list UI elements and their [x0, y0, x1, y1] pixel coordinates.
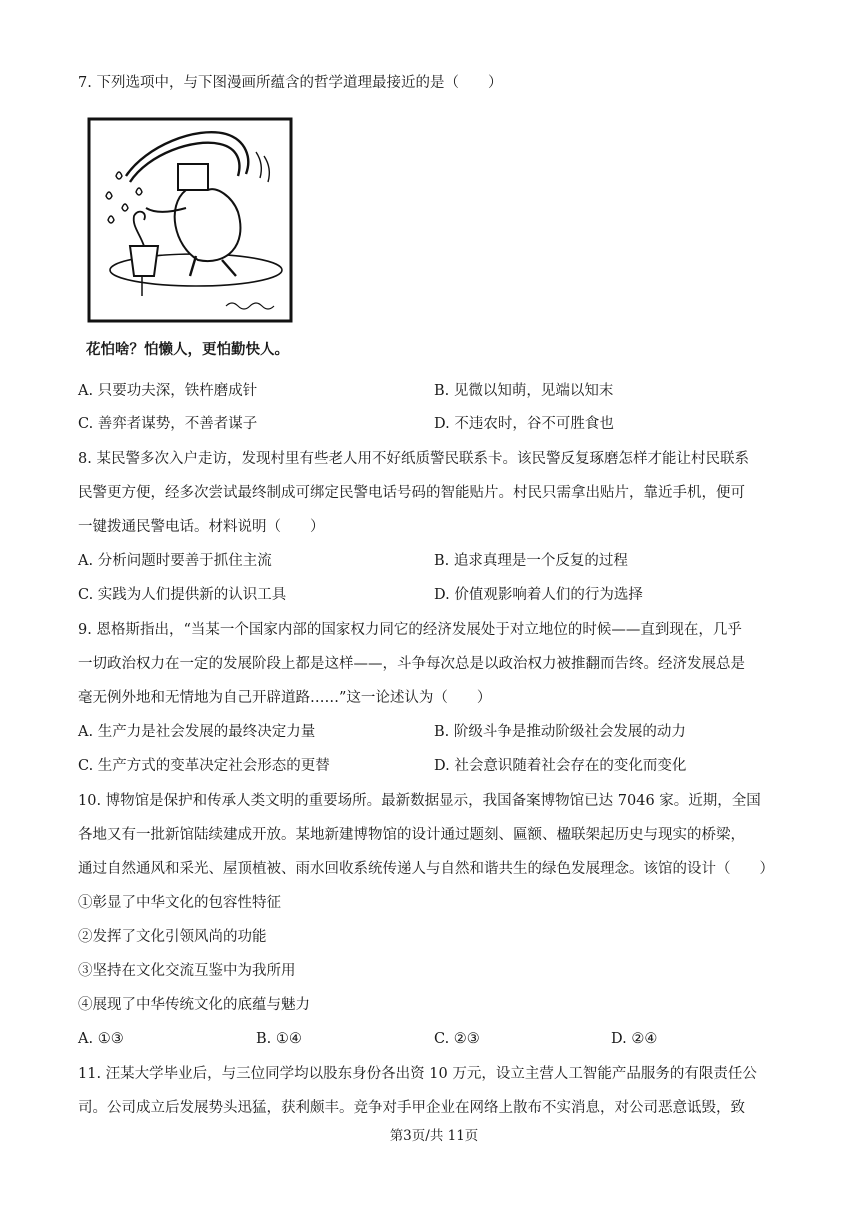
q9-option-d: D. 社会意识随着社会存在的变化而变化: [434, 758, 687, 774]
q10-line-1: 10. 博物馆是保护和传承人类文明的重要场所。最新数据显示，我国备案博物馆已达 7046 家。近期，全国: [78, 793, 761, 809]
q10-item-3: ③坚持在文化交流互鉴中为我所用: [78, 963, 296, 979]
q8-option-a: A. 分析问题时要善于抓住主流: [78, 553, 272, 569]
q10-item-2: ②发挥了文化引领风尚的功能: [78, 929, 267, 945]
q7-option-a: A. 只要功夫深，铁杵磨成针: [78, 383, 258, 399]
q9-line-1: 9. 恩格斯指出，“当某一个国家内部的国家权力同它的经济发展处于对立地位的时候——直到现在，几乎: [78, 622, 742, 638]
page-number: 第3页/共 11页: [389, 1128, 479, 1144]
q8-line-2: 民警更方便，经多次尝试最终制成可绑定民警电话号码的智能贴片。村民只需拿出贴片，靠近手机，便可: [78, 485, 745, 501]
cartoon-image: [86, 116, 294, 324]
watering-cartoon-drawing: [86, 116, 294, 324]
q10-option-c: C. ②③: [434, 1031, 480, 1047]
q7-option-d: D. 不违农时，谷不可胜食也: [434, 416, 614, 432]
q9-option-c: C. 生产方式的变革决定社会形态的更替: [78, 758, 330, 774]
q9-line-2: 一切政治权力在一定的发展阶段上都是这样——，斗争每次总是以政治权力被推翻而告终。经济发展总是: [78, 656, 745, 672]
q10-option-b: B. ①④: [256, 1031, 302, 1047]
q10-option-a: A. ①③: [78, 1031, 124, 1047]
q11-line-2: 司。公司成立后发展势头迅猛，获利颇丰。竞争对手甲企业在网络上散布不实消息，对公司恶意诋毁，致: [78, 1100, 745, 1116]
q8-line-3: 一键拨通民警电话。材料说明（ ）: [78, 519, 325, 535]
q7-option-c: C. 善弈者谋势，不善者谋子: [78, 416, 258, 432]
q8-line-1: 8. 某民警多次入户走访，发现村里有些老人用不好纸质警民联系卡。该民警反复琢磨怎样才能让村民联系: [78, 451, 749, 467]
q7-stem: 7. 下列选项中，与下图漫画所蕴含的哲学道理最接近的是（ ）: [78, 75, 503, 91]
q10-line-3: 通过自然通风和采光、屋顶植被、雨水回收系统传递人与自然和谐共生的绿色发展理念。该馆的设计（ ）: [78, 861, 774, 877]
q8-option-c: C. 实践为人们提供新的认识工具: [78, 587, 287, 603]
q10-item-1: ①彰显了中华文化的包容性特征: [78, 895, 281, 911]
q11-line-1: 11. 汪某大学毕业后，与三位同学均以股东身份各出资 10 万元，设立主营人工智能产品服务的有限责任公: [78, 1066, 757, 1082]
q9-line-3: 毫无例外地和无情地为自己开辟道路……”这一论述认为（ ）: [78, 690, 492, 706]
q10-item-4: ④展现了中华传统文化的底蕴与魅力: [78, 997, 310, 1013]
q9-option-a: A. 生产力是社会发展的最终决定力量: [78, 724, 316, 740]
q10-option-d: D. ②④: [611, 1031, 658, 1047]
q10-line-2: 各地又有一批新馆陆续建成开放。某地新建博物馆的设计通过题刻、匾额、楹联架起历史与现实的桥梁，: [78, 827, 745, 843]
q7-option-b: B. 见微以知萌，见端以知末: [434, 383, 614, 399]
q8-option-b: B. 追求真理是一个反复的过程: [434, 553, 628, 569]
q9-option-b: B. 阶级斗争是推动阶级社会发展的动力: [434, 724, 686, 740]
cartoon-caption: 花怕啥？怕懒人，更怕勤快人。: [86, 342, 289, 358]
q8-option-d: D. 价值观影响着人们的行为选择: [434, 587, 643, 603]
